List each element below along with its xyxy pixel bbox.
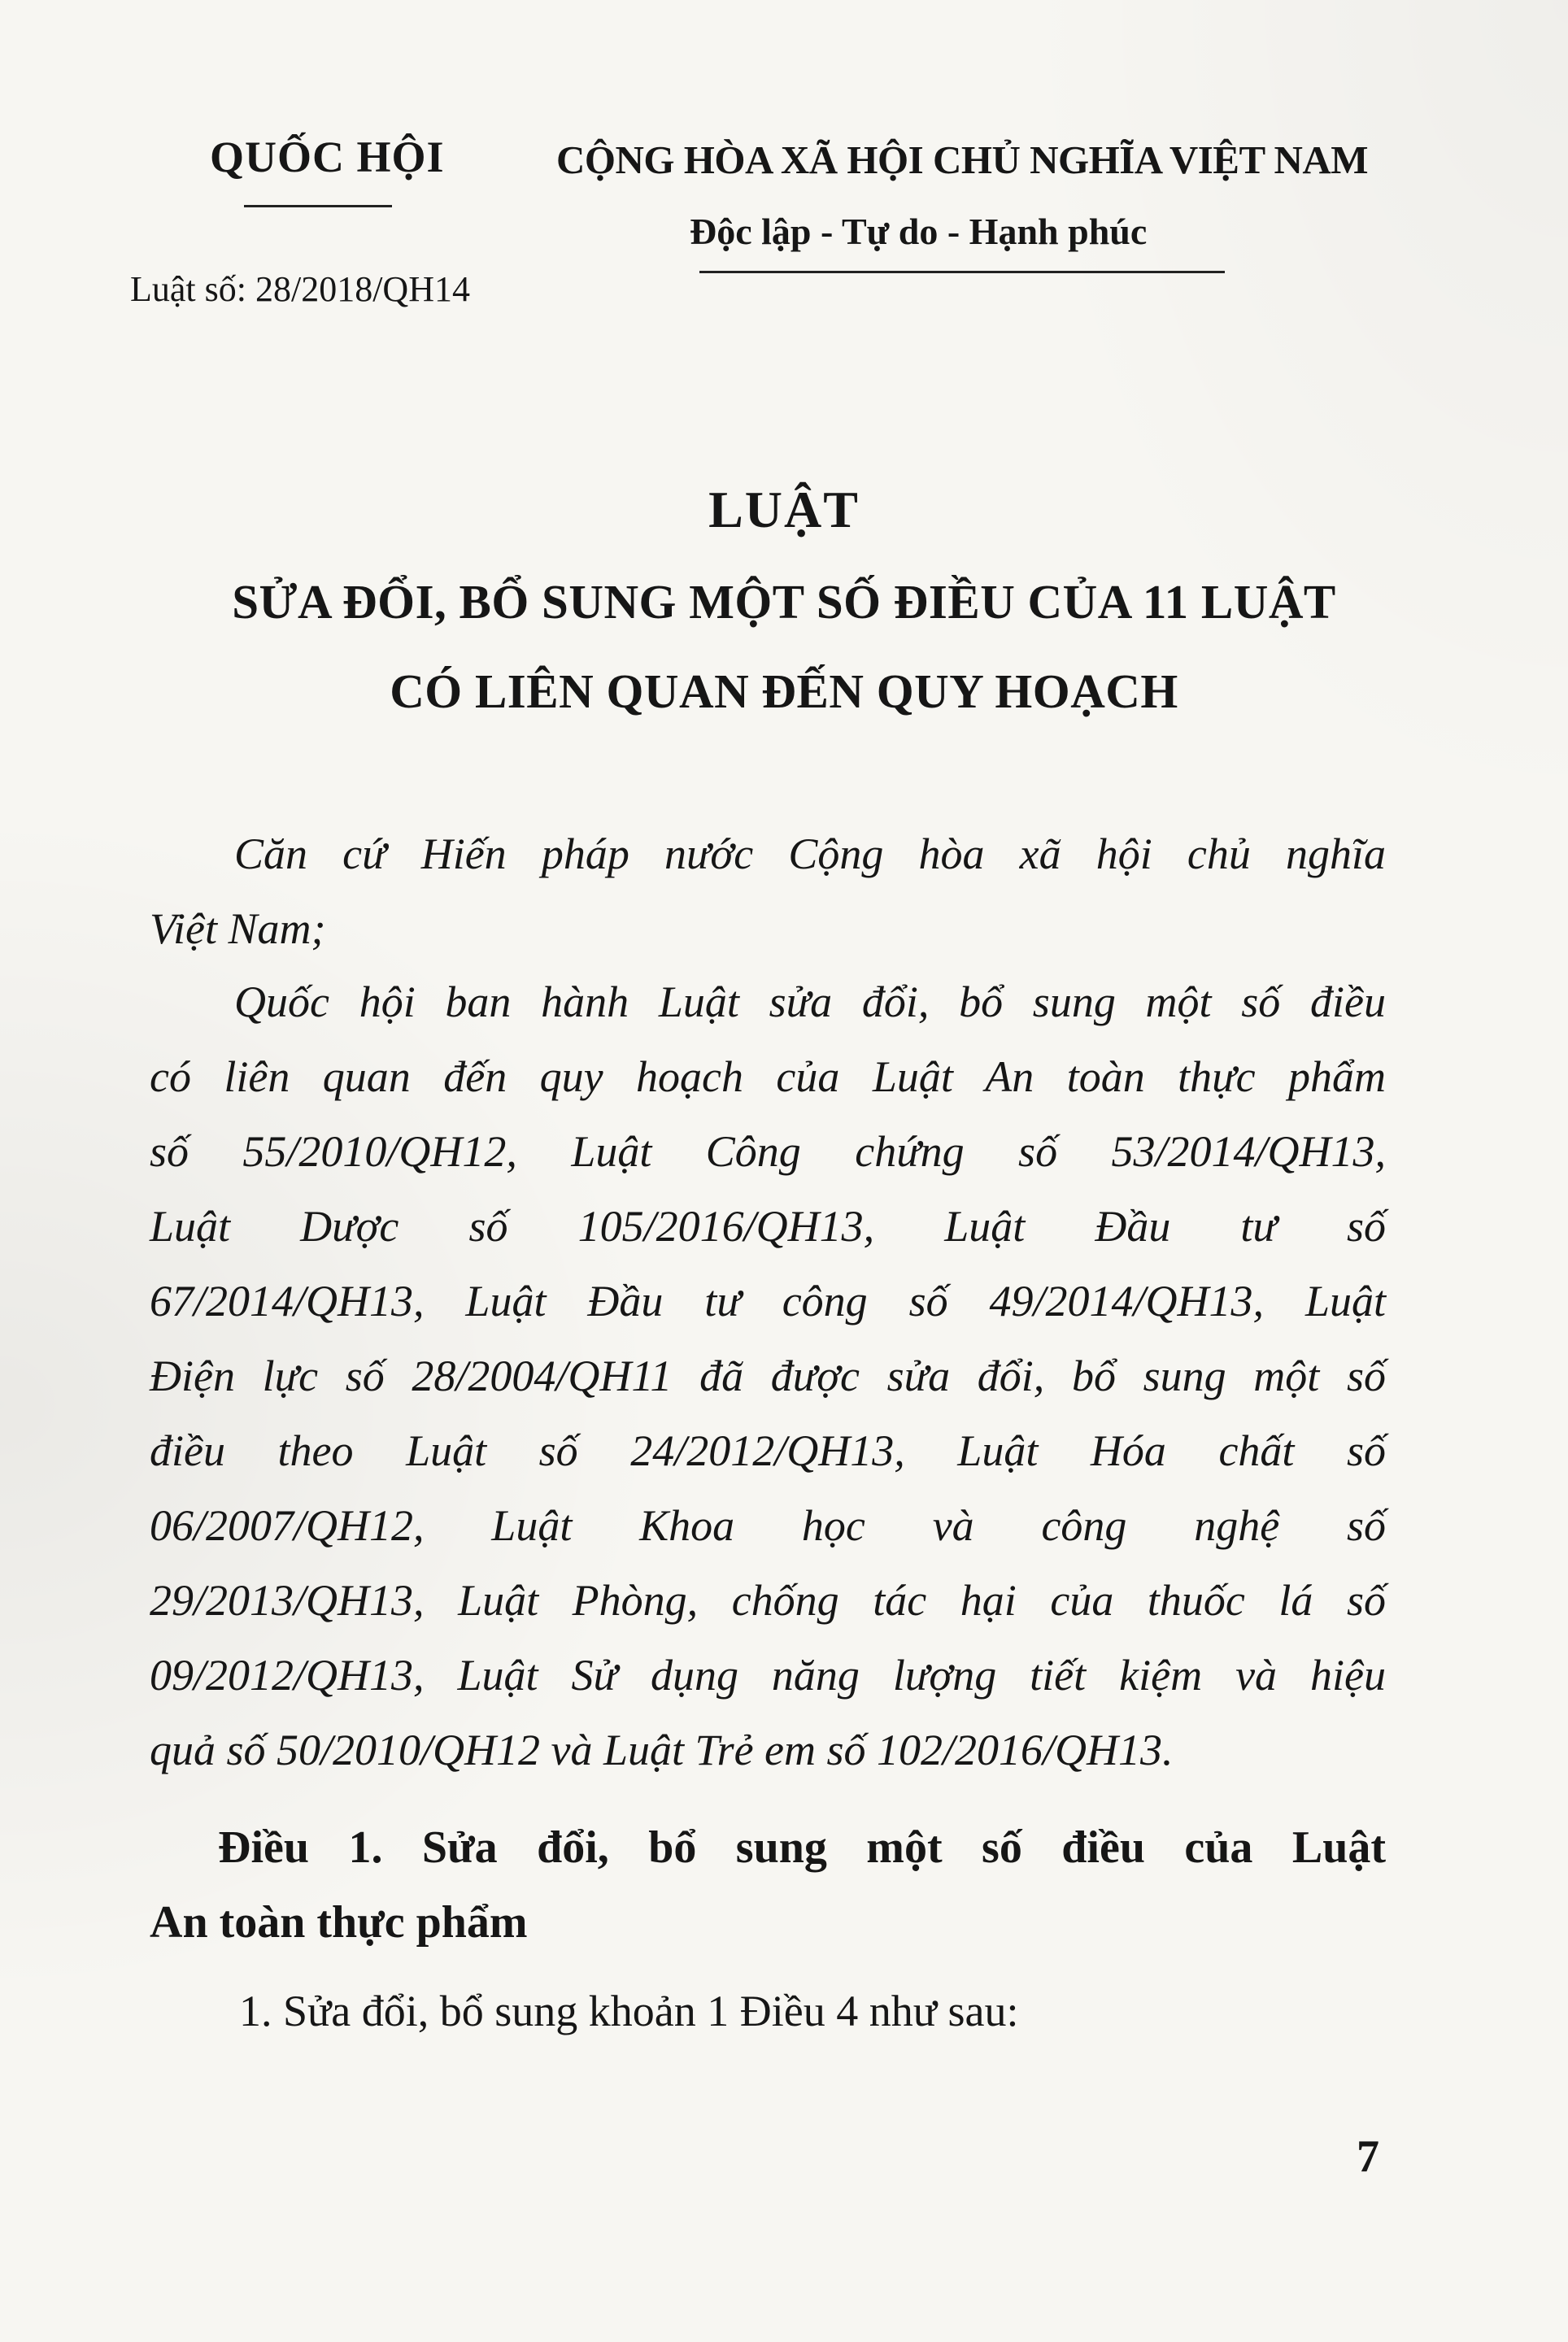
preamble-basis-line: Việt Nam;	[150, 904, 326, 953]
document-title-line-2: CÓ LIÊN QUAN ĐẾN QUY HOẠCH	[390, 664, 1178, 718]
preamble-line: có liên quan đến quy hoạch của Luật An toàn thực phẩm	[150, 1052, 1386, 1101]
national-title: CỘNG HÒA XÃ HỘI CHỦ NGHĨA VIỆT NAM	[556, 137, 1369, 182]
preamble-line: Luật Dược số 105/2016/QH13, Luật Đầu tư số	[150, 1202, 1386, 1251]
law-number: Luật số: 28/2018/QH14	[130, 269, 470, 309]
page-number: 7	[1357, 2131, 1379, 2182]
article-1-clause-1: 1. Sửa đổi, bổ sung khoản 1 Điều 4 như sau:	[239, 1987, 1019, 2035]
national-motto: Độc lập - Tự do - Hạnh phúc	[690, 211, 1148, 252]
preamble-line: quả số 50/2010/QH12 và Luật Trẻ em số 102/2016/QH13.	[150, 1726, 1174, 1774]
preamble-basis-line: Căn cứ Hiến pháp nước Cộng hòa xã hội chủ nghĩa	[234, 829, 1386, 878]
preamble-line: số 55/2010/QH12, Luật Công chứng số 53/2014/QH13,	[150, 1127, 1386, 1176]
preamble-line: điều theo Luật số 24/2012/QH13, Luật Hóa chất số	[150, 1426, 1386, 1475]
preamble-line: 09/2012/QH13, Luật Sử dụng năng lượng tiết kiệm và hiệu	[150, 1651, 1386, 1700]
article-heading-line: Điều 1. Sửa đổi, bổ sung một số điều của Luật	[218, 1822, 1386, 1873]
preamble-basis	[150, 816, 1386, 966]
authority-underline	[244, 205, 392, 207]
preamble-enactment	[150, 964, 1386, 1787]
article-1-heading	[150, 1810, 1386, 1960]
preamble-line: 67/2014/QH13, Luật Đầu tư công số 49/2014/QH13, Luật	[150, 1277, 1386, 1326]
issuing-authority: QUỐC HỘI	[210, 133, 445, 181]
preamble-line: 06/2007/QH12, Luật Khoa học và công nghệ số	[150, 1501, 1386, 1550]
article-heading-line: An toàn thực phẩm	[150, 1897, 528, 1948]
document-type-title: LUẬT	[708, 481, 860, 538]
preamble-line: Quốc hội ban hành Luật sửa đổi, bổ sung một số điều	[234, 977, 1386, 1026]
document-title-line-1: SỬA ĐỔI, BỔ SUNG MỘT SỐ ĐIỀU CỦA 11 LUẬT	[232, 575, 1336, 629]
motto-underline	[699, 271, 1225, 273]
preamble-line: Điện lực số 28/2004/QH11 đã được sửa đổi, bổ sung một số	[150, 1352, 1386, 1400]
preamble-line: 29/2013/QH13, Luật Phòng, chống tác hại của thuốc lá số	[150, 1576, 1386, 1625]
